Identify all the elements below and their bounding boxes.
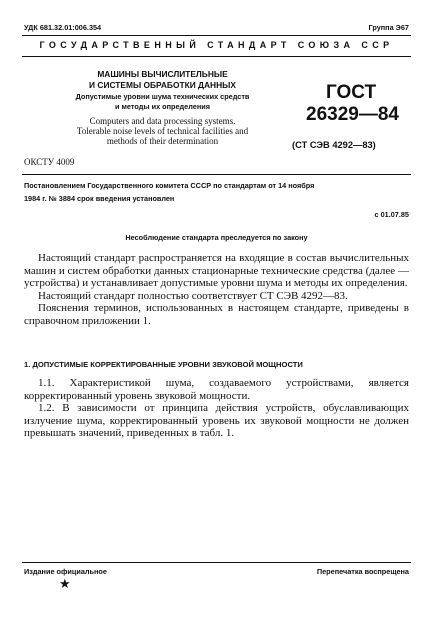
intro-paragraph-3: Пояснения терминов, использованных в настоящем стандарте, приведены в справочном приложении 1. (24, 302, 409, 327)
english-title (40, 116, 285, 146)
okstu-code: ОКСТУ 4009 (24, 157, 75, 167)
decree-text (24, 180, 409, 205)
subtitle-line-2: и методы их определения (115, 102, 210, 111)
effective-date: с 01.07.85 (374, 210, 409, 219)
decree-line-2: 1984 г. № 3884 срок введения установлен (24, 193, 175, 203)
english-title-line-2: Tolerable noise levels of technical facilities and (76, 126, 249, 136)
title-block (40, 69, 285, 146)
title-line-1: МАШИНЫ ВЫЧИСЛИТЕЛЬНЫЕ (97, 69, 228, 79)
gost-label: ГОСТ (326, 82, 377, 103)
bottom-rule (22, 562, 411, 563)
heading-rule (22, 56, 411, 57)
intro-paragraph-2: Настоящий стандарт полностью соответствует СТ СЭВ 4292—83. (38, 289, 348, 302)
top-rule (22, 35, 411, 36)
star-icon: ★ (59, 576, 71, 591)
title-line-2: И СИСТЕМЫ ОБРАБОТКИ ДАННЫХ (89, 80, 236, 90)
decree-line-1: Постановлением Государственного комитета СССР по стандартам от 14 ноября (24, 181, 315, 190)
intro-body (24, 252, 409, 327)
official-edition-label: Издание официальное (24, 567, 107, 576)
law-notice: Несоблюдение стандарта преследуется по закону (125, 233, 308, 242)
english-title-line-3: methods of their determination (106, 136, 219, 146)
middle-rule (22, 174, 411, 175)
clause-1-1: 1.1. Характеристикой шума, создаваемого устройствами, является корректированный уровень звуковой мощности. (24, 377, 409, 402)
udk-code: УДК 681.32.01:006.354 (24, 23, 102, 32)
section-1-body (24, 377, 409, 440)
group-code: Группа Э67 (368, 23, 409, 32)
document-title (40, 69, 285, 91)
gost-number: 26329—84 (306, 104, 399, 125)
clause-1-2: 1.2. В зависимости от принципа действия устройств, обуславливающих излучение шума, корректированный уровень их звуковой мощности не должен превышать значений, приведенных в табл. 1. (24, 402, 409, 439)
document-subtitle (40, 92, 285, 112)
intro-paragraph-1: Настоящий стандарт распространяется на входящие в состав вычислительных машин и систем обработки данных стационарные технические средства (далее — устройства) и устанавливает допустимые уровни шума и методы их определения. (24, 252, 409, 289)
reprint-prohibited-label: Перепечатка воспрещена (316, 567, 409, 576)
subtitle-line-1: Допустимые уровни шума технических средств (75, 92, 250, 101)
standard-heading: ГОСУДАРСТВЕННЫЙ СТАНДАРТ СОЮЗА ССР (39, 40, 394, 50)
st-sev-reference: (СТ СЭВ 4292—83) (292, 140, 376, 150)
english-title-line-1: Computers and data processing systems. (89, 116, 236, 126)
section-1-heading: 1. ДОПУСТИМЫЕ КОРРЕКТИРОВАННЫЕ УРОВНИ ЗВУКОВОЙ МОЩНОСТИ (24, 360, 303, 369)
